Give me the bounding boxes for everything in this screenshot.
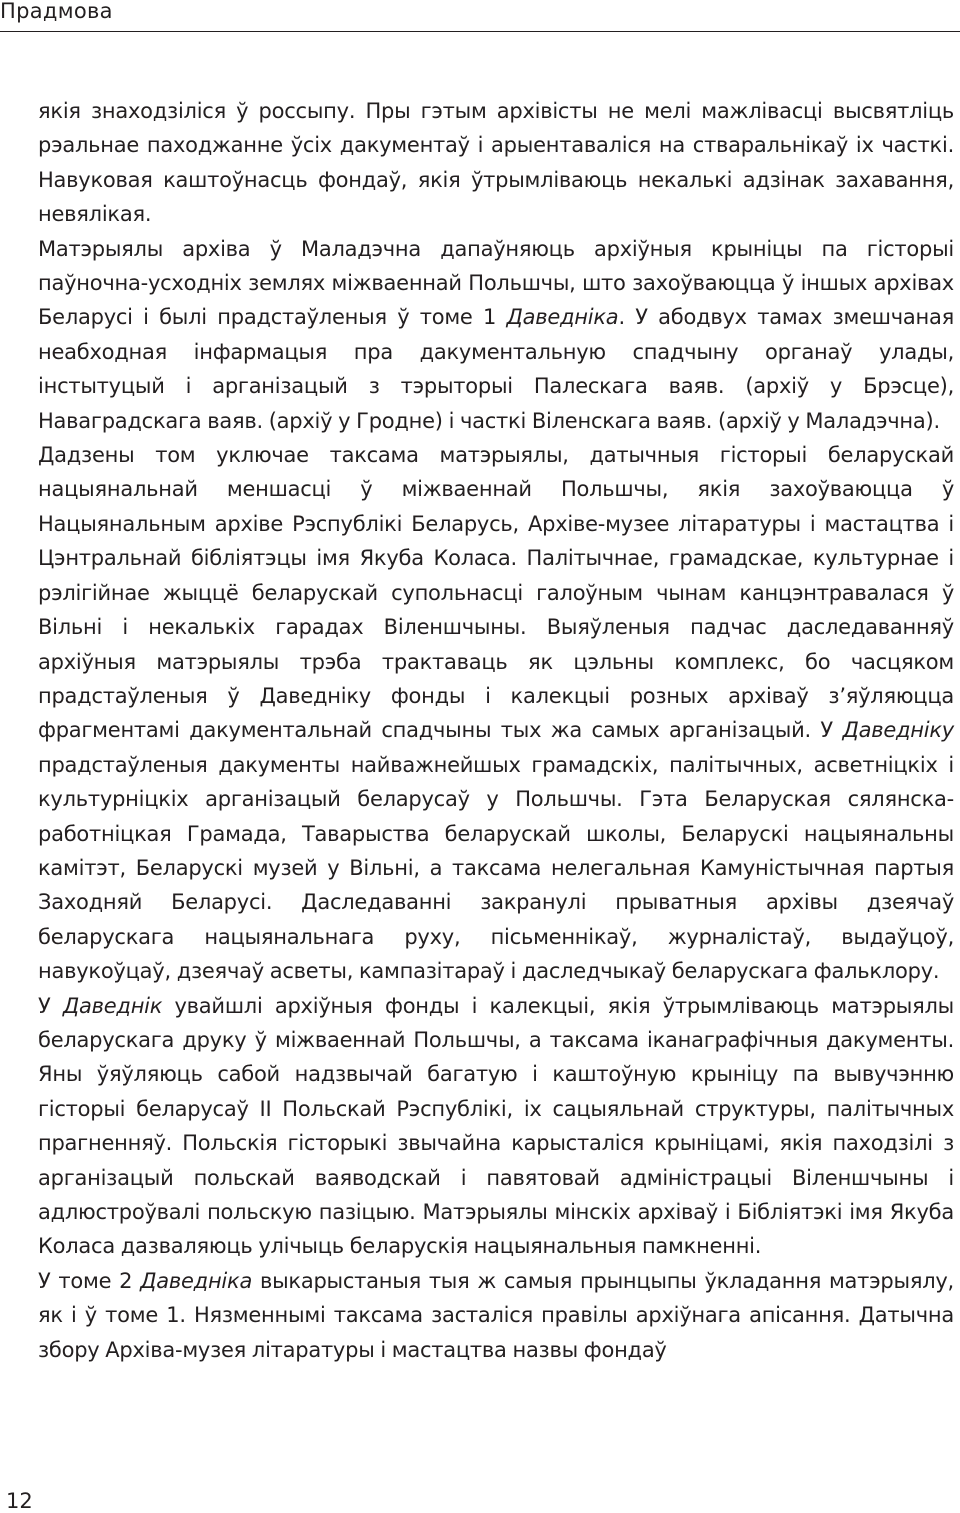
page-number: 12 — [6, 1489, 33, 1513]
italic-book-title: Даведнік — [62, 993, 163, 1018]
italic-book-title: Даведніку — [842, 718, 954, 743]
text-run: увайшлі архіўныя фонды і калекцыі, якія ўтрымліваюць матэрыялы беларускага друку ў міжваеннай Польшчы, а таксама іканаграфічныя дакументы. Яны ўяўляюць сабой надзвычай багатую і каштоўную крыніцу па вывучэнню гісторыі беларусаў II Польскай Рэспублікі, іх сацыяльнай структуры, палітычных прагненняў. Польскія гісторыкі звычайна карысталіся крыніцамі, якія паходзілі з арганізацый польскай ваяводскай і павятовай адміністрацыі Віленшчыны і адлюстроўвалі польскую пазіцыю. Матэрыялы мінскіх архіваў і Бібліятэкі імя Якуба Коласа дазваляюць улічыць беларускія нацыянальныя памкненні. — [38, 993, 954, 1259]
text-run: . У абодвух тамах змешчаная неабходная інфармацыя пра дакументальную спадчыну органаў улады, інстытуцый і арганізацый з тэрыторыі Палескага ваяв. (архіў у Брэсце), Наваградскага ваяв. (архіў у Гродне) і часткі Віленскага ваяв. (архіў у Маладэчна). — [38, 305, 954, 433]
text-run: якія знаходзіліся ў россыпу. Пры гэтым архівісты не мелі мажлівасці высвятліць рэальнае паходжанне ўсіх дакументаў і арыентаваліся на стваральнікаў іх часткі. Навуковая каштоўнасць фондаў, якія ўтрымліваюць некалькі адзінак захавання, невялікая. — [38, 99, 954, 227]
paragraph — [38, 232, 954, 438]
text-run: прадстаўленыя дакументы найважнейшых грамадскіх, палітычных, асветніцкіх і культурніцкіх арганізацый беларусаў у Польшчы. Гэта Беларуская сялянска-работніцкая Грамада, Таварыства беларускай школы, Беларускі нацыянальны камітэт, Беларускі музей у Вільні, а таксама нелегальная Камуністычная партыя Заходняй Беларусі. Даследаванні закранулі прыватныя архівы дзеячаў беларускага нацыянальнага руху, пісьменнікаў, журналістаў, выдаўцоў, навукоўцаў, дзеячаў асветы, кампазітараў і даследчыкаў беларускага фальклору. — [38, 752, 954, 984]
paragraph — [38, 989, 954, 1264]
paragraph — [38, 1264, 954, 1367]
running-head-title: Прадмова — [0, 0, 113, 23]
body-text — [38, 94, 954, 1367]
paragraph — [38, 94, 954, 232]
text-run: У томе 2 — [38, 1268, 141, 1293]
text-run: Матэрыялы архіва ў Маладэчна дапаўняюць архіўныя крыніцы па гісторыі паўночна-усходніх землях міжваеннай Польшчы, што захоўваюцца ў іншых архівах Беларусі і былі прадстаўленыя ў томе 1 — [38, 236, 954, 330]
italic-book-title: Даведніка — [506, 305, 619, 330]
text-run: Дадзены том уключае таксама матэрыялы, датычныя гісторыі беларускай нацыянальнай меншасці ў міжваеннай Польшчы, якія захоўваюцца ў Нацыянальным архіве Рэспублікі Беларусь, Архіве-музее літаратуры і мастацтва і Цэнтральнай бібліятэцы імя Якуба Коласа. Палітычнае, грамадскае, культурнае і рэлігійнае жыццё беларускай супольнасці галоўным чынам канцэнтравалася ў Вільні і некалькіх гарадах Віленшчыны. Выяўленыя падчас даследаванняў архіўныя матэрыялы трэба трактаваць як цэльны комплекс, бо часцяком прадстаўленыя ў Даведніку фонды і калекцыі розных архіваў з’яўляюцца фрагментамі дакументальнай спадчыны тых жа самых арганізацый. У — [38, 443, 954, 743]
text-run: У — [38, 993, 63, 1018]
paragraph — [38, 438, 954, 989]
header-divider — [0, 31, 960, 32]
italic-book-title: Даведніка — [140, 1268, 253, 1293]
text-run: выкарыстаныя тыя ж самыя прынцыпы ўкладання матэрыялу, як і ў томе 1. Нязменнымі таксама засталіся правілы архіўнага апісання. Датычна збору Архіва-музея літаратуры і мастацтва назвы фондаў — [38, 1268, 954, 1362]
